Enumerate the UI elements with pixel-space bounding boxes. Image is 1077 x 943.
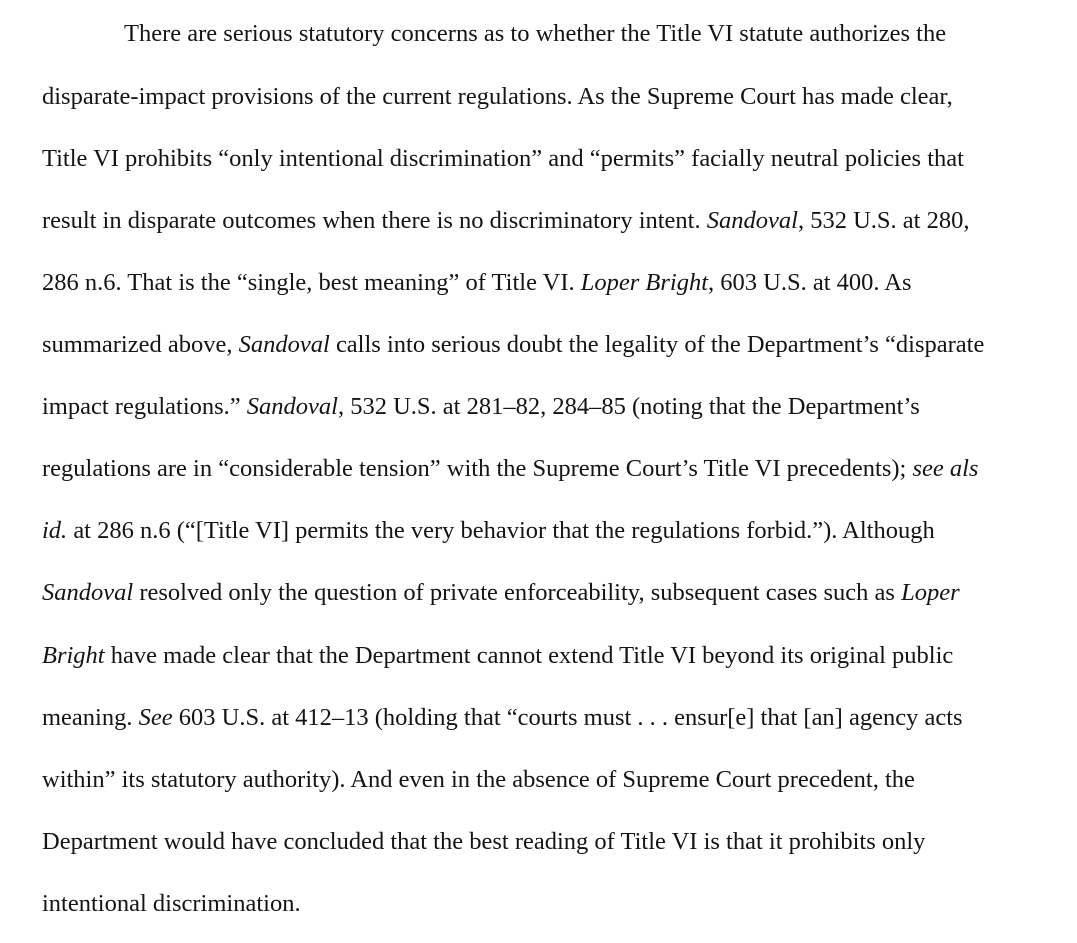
signal-italic: see als <box>912 455 979 482</box>
line-text: 603 U.S. at 412–13 (holding that “courts must . . . ensur[e] that [an] agency acts <box>172 704 963 731</box>
line-text: Department would have concluded that the best reading of Title VI is that it prohibits only <box>42 828 926 855</box>
case-citation-italic: Sandoval <box>246 393 338 420</box>
paragraph-line-11 <box>42 644 953 669</box>
paragraph-line-13 <box>42 768 915 793</box>
case-citation-italic: Loper Bright <box>580 269 709 296</box>
paragraph-line-8 <box>42 457 978 482</box>
line-text: within” its statutory authority). And even in the absence of Supreme Court precedent, the <box>42 766 915 793</box>
case-citation-italic: Bright <box>42 642 105 669</box>
line-text: calls into serious doubt the legality of the Department’s “disparate <box>329 331 985 358</box>
line-text: summarized above, <box>42 331 239 358</box>
line-text: impact regulations.” <box>42 393 247 420</box>
paragraph-line-14 <box>42 830 925 855</box>
line-text: There are serious statutory concerns as to whether the Title VI statute authorizes the <box>124 20 947 47</box>
line-text: meaning. <box>42 704 139 731</box>
paragraph-line-15 <box>42 892 301 917</box>
line-text: Title VI prohibits “only intentional discrimination” and “permits” facially neutral policies that <box>42 145 964 172</box>
signal-italic: id. <box>42 517 68 544</box>
paragraph-line-7 <box>42 395 920 420</box>
line-text: resolved only the question of private enforceability, subsequent cases such as <box>133 579 902 606</box>
line-text: intentional discrimination. <box>42 890 301 917</box>
paragraph-line-12 <box>42 706 963 731</box>
paragraph-line-6 <box>42 333 984 358</box>
paragraph-line-2 <box>42 85 953 110</box>
line-text: have made clear that the Department cannot extend Title VI beyond its original public <box>104 642 954 669</box>
paragraph-line-10 <box>42 581 960 606</box>
case-citation-italic: Sandoval <box>238 331 330 358</box>
case-citation-italic: Loper <box>901 579 960 606</box>
line-text: result in disparate outcomes when there is no discriminatory intent. <box>42 207 707 234</box>
line-text: , 603 U.S. at 400. As <box>708 269 912 296</box>
line-text: disparate-impact provisions of the current regulations. As the Supreme Court has made clear, <box>42 83 953 110</box>
paragraph-line-5 <box>42 271 912 296</box>
line-text: , 532 U.S. at 280, <box>797 207 970 234</box>
line-text: at 286 n.6 (“[Title VI] permits the very behavior that the regulations forbid.”). Although <box>67 517 935 544</box>
case-citation-italic: Sandoval <box>42 579 134 606</box>
paragraph-line-4 <box>42 209 969 234</box>
paragraph-line-9 <box>42 519 935 544</box>
paragraph-line-1 <box>124 22 946 47</box>
line-text: regulations are in “considerable tension” with the Supreme Court’s Title VI precedents); <box>42 455 913 482</box>
line-text: , 532 U.S. at 281–82, 284–85 (noting that the Department’s <box>337 393 920 420</box>
paragraph-line-3 <box>42 147 964 172</box>
line-text: 286 n.6. That is the “single, best meaning” of Title VI. <box>42 269 581 296</box>
case-citation-italic: Sandoval <box>706 207 798 234</box>
signal-italic: See <box>138 704 173 731</box>
